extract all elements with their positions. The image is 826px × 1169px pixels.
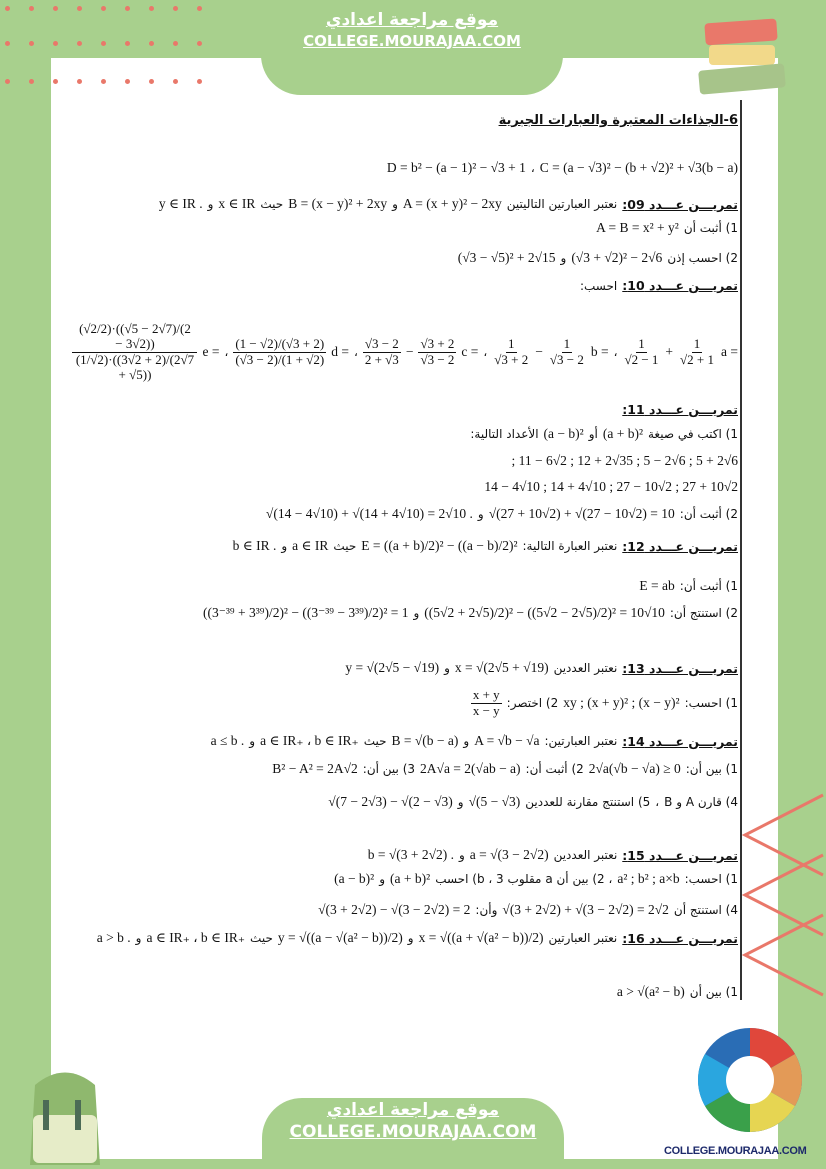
text: و: [444, 661, 450, 675]
books-icon: [695, 15, 795, 95]
text: نعتبر العبارتين: [548, 931, 618, 945]
fraction-numerator: 1: [693, 335, 701, 351]
worksheet-line: [56, 220, 738, 236]
math-expression: a ∈ IR: [292, 538, 329, 553]
text: حيث: [333, 539, 357, 553]
text: 1) احسب:: [684, 872, 738, 886]
exercise-heading: [56, 930, 738, 946]
math-expression: ((3⁻³⁹ + 3³⁹)/2)² − ((3⁻³⁹ − 3³⁹)/2)² = 1: [202, 605, 409, 620]
worksheet-line: [56, 322, 738, 383]
math-expression: √(3 + 2√2) + √(3 − 2√2) = 2√2: [502, 902, 669, 917]
exercise-label: تمريـــن عـــدد 12:: [622, 538, 738, 554]
fraction-numerator: 1: [508, 335, 515, 351]
math-expression: 2√a(√b − √a) ≥ 0: [588, 761, 681, 776]
worksheet-line: [56, 113, 738, 128]
fraction: [471, 688, 502, 719]
text: 1) بين أن: [689, 985, 738, 999]
footer-site-arabic: موقع مراجعة اعدادي: [326, 1100, 500, 1120]
math-expression: √(3 + 2√2) − √(3 − 2√2) = 2: [318, 902, 471, 917]
exercise-label: تمريـــن عـــدد 15:: [622, 847, 738, 863]
text: نعتبر العبارتين:: [544, 734, 618, 748]
math-expression: x = √(2√5 + √19): [454, 660, 549, 675]
dot: [77, 6, 82, 11]
math-expression: E = ((a + b)/2)² − ((a − b)/2)²: [361, 538, 518, 553]
math-expression: (a − b)²: [543, 426, 584, 441]
worksheet-line: [56, 688, 738, 719]
exercise-heading: [56, 196, 738, 212]
text: وأن:: [475, 903, 498, 917]
dot: [173, 6, 178, 11]
text: حيث: [363, 734, 387, 748]
fraction-denominator: √3 − 2: [420, 351, 455, 367]
footer-logo-text: COLLEGE.MOURAJAA.COM: [664, 1145, 807, 1157]
header-banner: [261, 0, 563, 95]
fraction-denominator: √2 − 1: [624, 351, 659, 367]
fraction-denominator: √3 + 2: [494, 351, 529, 367]
math-expression: −: [405, 344, 414, 360]
fraction: [622, 337, 660, 368]
exercise-label: تمريـــن عـــدد 10:: [622, 278, 738, 293]
dot: [101, 6, 106, 11]
fraction-numerator: √3 + 2: [420, 335, 455, 351]
text: و: [392, 197, 398, 211]
fraction: [233, 337, 326, 368]
dot: [173, 41, 178, 46]
dot: [29, 79, 34, 84]
text: و: [413, 606, 420, 620]
frame-left: [0, 0, 51, 1169]
math-expression: (a − b)²: [334, 871, 375, 886]
text: 4) استنتج أن: [673, 903, 738, 917]
header-site-arabic: موقع مراجعة اعدادي: [325, 10, 499, 30]
math-expression: x = √((a + √(a² − b))/2): [418, 930, 544, 945]
dot: [125, 41, 130, 46]
fraction-denominator: √2 + 1: [680, 351, 715, 367]
worksheet-line: [56, 871, 738, 887]
fraction-numerator: 1: [563, 335, 571, 351]
text: الأعداد التالية:: [470, 427, 539, 441]
exercise-heading: [56, 733, 738, 749]
math-expression: a ≤ b .: [210, 733, 245, 748]
fraction: [548, 337, 586, 368]
worksheet-line: [56, 794, 738, 810]
worksheet-line: [56, 250, 738, 266]
fraction: [363, 337, 401, 368]
text: 4) قارن A و B: [664, 795, 738, 809]
math-expression: b = √(3 + 2√2) .: [367, 847, 454, 862]
text: و: [457, 795, 464, 809]
fraction-numerator: (√2/2)·((√5 − 2√7)/(2 − 3√2)): [72, 322, 197, 353]
text: 2) احسب إذن: [667, 251, 738, 265]
math-expression: B = √(b − a): [391, 733, 459, 748]
text: و: [477, 507, 484, 521]
exercise-heading: [56, 847, 738, 863]
fraction-numerator: (1 − √2)/(√3 + 2): [235, 335, 325, 351]
dot: [53, 79, 58, 84]
worksheet-line: [56, 578, 738, 594]
exercise-label: تمريـــن عـــدد 16:: [622, 930, 738, 946]
worksheet-line: [56, 426, 738, 442]
math-expression: b ∈ IR .: [232, 538, 277, 553]
math-expression: e =: [202, 344, 220, 360]
math-expression: a =: [721, 344, 738, 360]
text: 2) أثبت أن:: [525, 762, 584, 776]
math-expression: ((5√2 + 2√5)/2)² − ((5√2 − 2√5)/2)² = 10√10: [424, 605, 665, 620]
math-expression: √(14 − 4√10) + √(14 + 4√10) = 2√10 .: [265, 506, 473, 521]
text: أو: [588, 427, 598, 441]
math-expression: −: [535, 344, 543, 360]
fraction-numerator: √3 − 2: [364, 335, 399, 351]
dot: [149, 41, 154, 46]
math-expression: a² ; b² ; a×b: [617, 871, 680, 886]
fraction-denominator: √3 − 2: [549, 351, 584, 367]
footer-banner: [262, 1098, 564, 1169]
exercise-heading: [56, 278, 738, 293]
text: 1) أثبت أن: [683, 221, 738, 235]
fraction-numerator: x + y: [472, 687, 500, 702]
math-expression: a ∈ IR₊ ، b ∈ IR₊: [146, 930, 246, 945]
math-expression: c =: [461, 344, 479, 360]
math-expression: y ∈ IR .: [158, 196, 203, 211]
text: و: [207, 197, 214, 211]
worksheet-line: [56, 761, 738, 777]
worksheet-line: [56, 984, 738, 1000]
exercise-label: تمريـــن عـــدد 09:: [622, 196, 738, 212]
text: ،: [613, 345, 618, 360]
fraction: [492, 337, 530, 368]
math-expression: B² − A² = 2A√2: [272, 761, 358, 776]
math-expression: a ∈ IR₊ ، b ∈ IR₊: [260, 733, 359, 748]
text: ،: [483, 345, 488, 360]
fraction: [72, 322, 197, 383]
fraction-denominator: 2 + √3: [364, 351, 399, 367]
math-expression: x ∈ IR: [218, 196, 256, 211]
fraction: [678, 337, 716, 368]
fraction: [418, 337, 456, 368]
text: نعتبر العددين: [553, 661, 618, 675]
dot: [5, 6, 10, 11]
text: و: [249, 734, 256, 748]
text: 2) اختصر:: [506, 696, 559, 711]
math-expression: 2A√a = 2(√ab − a): [420, 761, 521, 776]
math-expression: y = √(2√5 − √19): [345, 660, 440, 675]
dot: [125, 6, 130, 11]
fraction-denominator: (√3 − 2)/(1 + √2): [235, 351, 325, 367]
math-expression: C = (a − √3)² − (b + √2)² + √3(b − a): [539, 160, 738, 175]
worksheet-line: [56, 506, 738, 522]
math-expression: (a + b)²: [602, 426, 643, 441]
text: ،: [530, 161, 535, 175]
text: 1) اكتب في صيغة: [648, 427, 738, 441]
dot: [197, 6, 202, 11]
chevron-decoration-icon: [735, 790, 826, 1020]
fraction-denominator: x − y: [472, 702, 500, 718]
text: و: [281, 539, 288, 553]
dot: [197, 41, 202, 46]
dot: [149, 6, 154, 11]
math-expression: A = B = x² + y²: [596, 220, 679, 235]
text: نعتبر العبارة التالية:: [522, 539, 618, 553]
math-expression: A = (x + y)² − 2xy: [402, 196, 502, 211]
text: 1) احسب:: [684, 696, 738, 711]
dot: [53, 41, 58, 46]
text: 2) استنتج أن:: [669, 606, 738, 620]
math-expression: √(7 − 2√3) − √(2 − √3): [328, 794, 453, 809]
math-expression: xy ; (x + y)² ; (x − y)²: [563, 695, 680, 711]
math-expression: √(5 − √3): [468, 794, 521, 809]
dot: [29, 41, 34, 46]
text: و: [459, 848, 465, 862]
text: و: [463, 734, 470, 748]
text: ،: [353, 345, 358, 360]
worksheet-line: [56, 902, 738, 918]
text: 1) أثبت أن:: [679, 579, 738, 593]
dot: [5, 79, 10, 84]
exercise-heading: [56, 538, 738, 554]
header-site-link[interactable]: COLLEGE.MOURAJAA.COM: [303, 32, 521, 50]
dot: [101, 41, 106, 46]
dot: [197, 79, 202, 84]
subjects-wheel-logo: [695, 1025, 805, 1140]
text: و: [135, 931, 142, 945]
text: و: [560, 251, 567, 265]
section-title: 6-الجذاءات المعتبرة والعبارات الجبرية: [498, 113, 738, 128]
fraction-denominator: (1/√2)·((3√2 + 2)/(2√7 + √5)): [75, 351, 195, 382]
math-expression: E = ab: [639, 578, 675, 593]
dot: [101, 79, 106, 84]
dot: [77, 41, 82, 46]
math-expression: +: [665, 344, 674, 360]
text: نعتبر العددين: [553, 848, 618, 862]
math-expression: √(27 + 10√2) + √(27 − 10√2) = 10: [488, 506, 675, 521]
text: ،: [224, 345, 229, 360]
backpack-icon: [15, 1060, 115, 1169]
math-expression: B = (x − y)² + 2xy: [288, 196, 388, 211]
dot: [77, 79, 82, 84]
dot: [149, 79, 154, 84]
math-expression: y = √((a − √(a² − b))/2): [277, 930, 403, 945]
math-expression: 14 − 4√10 ; 14 + 4√10 ; 27 − 10√2 ; 27 + 10√2: [484, 479, 738, 494]
dot: [173, 79, 178, 84]
math-expression: ; 11 − 6√2 ; 12 + 2√35 ; 5 − 2√6 ; 5 + 2√6: [511, 453, 738, 468]
math-expression: A = √b − √a: [474, 733, 540, 748]
content-border: [740, 100, 742, 1000]
worksheet-line: [56, 453, 738, 469]
text: حيث: [250, 931, 273, 945]
math-expression: (√3 + √2)² − 2√6: [571, 250, 663, 265]
worksheet-line: [56, 479, 738, 495]
text: احسب:: [579, 278, 618, 293]
text: 2) أثبت أن:: [679, 507, 738, 521]
math-expression: (a + b)²: [390, 871, 431, 886]
exercise-heading: [56, 660, 738, 676]
text: و: [407, 931, 414, 945]
math-expression: a > b .: [96, 930, 131, 945]
text: نعتبر العبارتين التاليتين: [506, 197, 618, 211]
math-expression: b =: [590, 344, 609, 360]
text: ، 2) بين أن a مقلوب b ، 3) احسب: [435, 872, 613, 886]
text: 5) استنتج مقارنة للعددين: [525, 795, 651, 809]
text: و: [379, 872, 386, 886]
exercise-heading: [56, 402, 738, 417]
text: 1) بين أن:: [685, 762, 738, 776]
fraction-numerator: 1: [638, 335, 645, 351]
exercise-label: تمريـــن عـــدد 14:: [622, 733, 738, 749]
text: ،: [655, 795, 660, 809]
math-expression: a > √(a² − b): [616, 984, 685, 999]
math-expression: d =: [331, 344, 349, 360]
exercise-label: تمريـــن عـــدد 11:: [622, 402, 738, 417]
math-expression: a = √(3 − 2√2): [469, 847, 549, 862]
dot: [29, 6, 34, 11]
math-expression: (√3 − √5)² + 2√15: [457, 250, 556, 265]
text: حيث: [260, 197, 284, 211]
exercise-label: تمريـــن عـــدد 13:: [622, 660, 738, 676]
text: 3) بين أن:: [362, 762, 416, 776]
worksheet-line: [56, 605, 738, 621]
footer-site-link[interactable]: COLLEGE.MOURAJAA.COM: [289, 1122, 537, 1142]
dot: [5, 41, 10, 46]
dot: [53, 6, 58, 11]
math-expression: D = b² − (a − 1)² − √3 + 1: [386, 160, 526, 175]
worksheet-line: [56, 160, 738, 176]
dot: [125, 79, 130, 84]
